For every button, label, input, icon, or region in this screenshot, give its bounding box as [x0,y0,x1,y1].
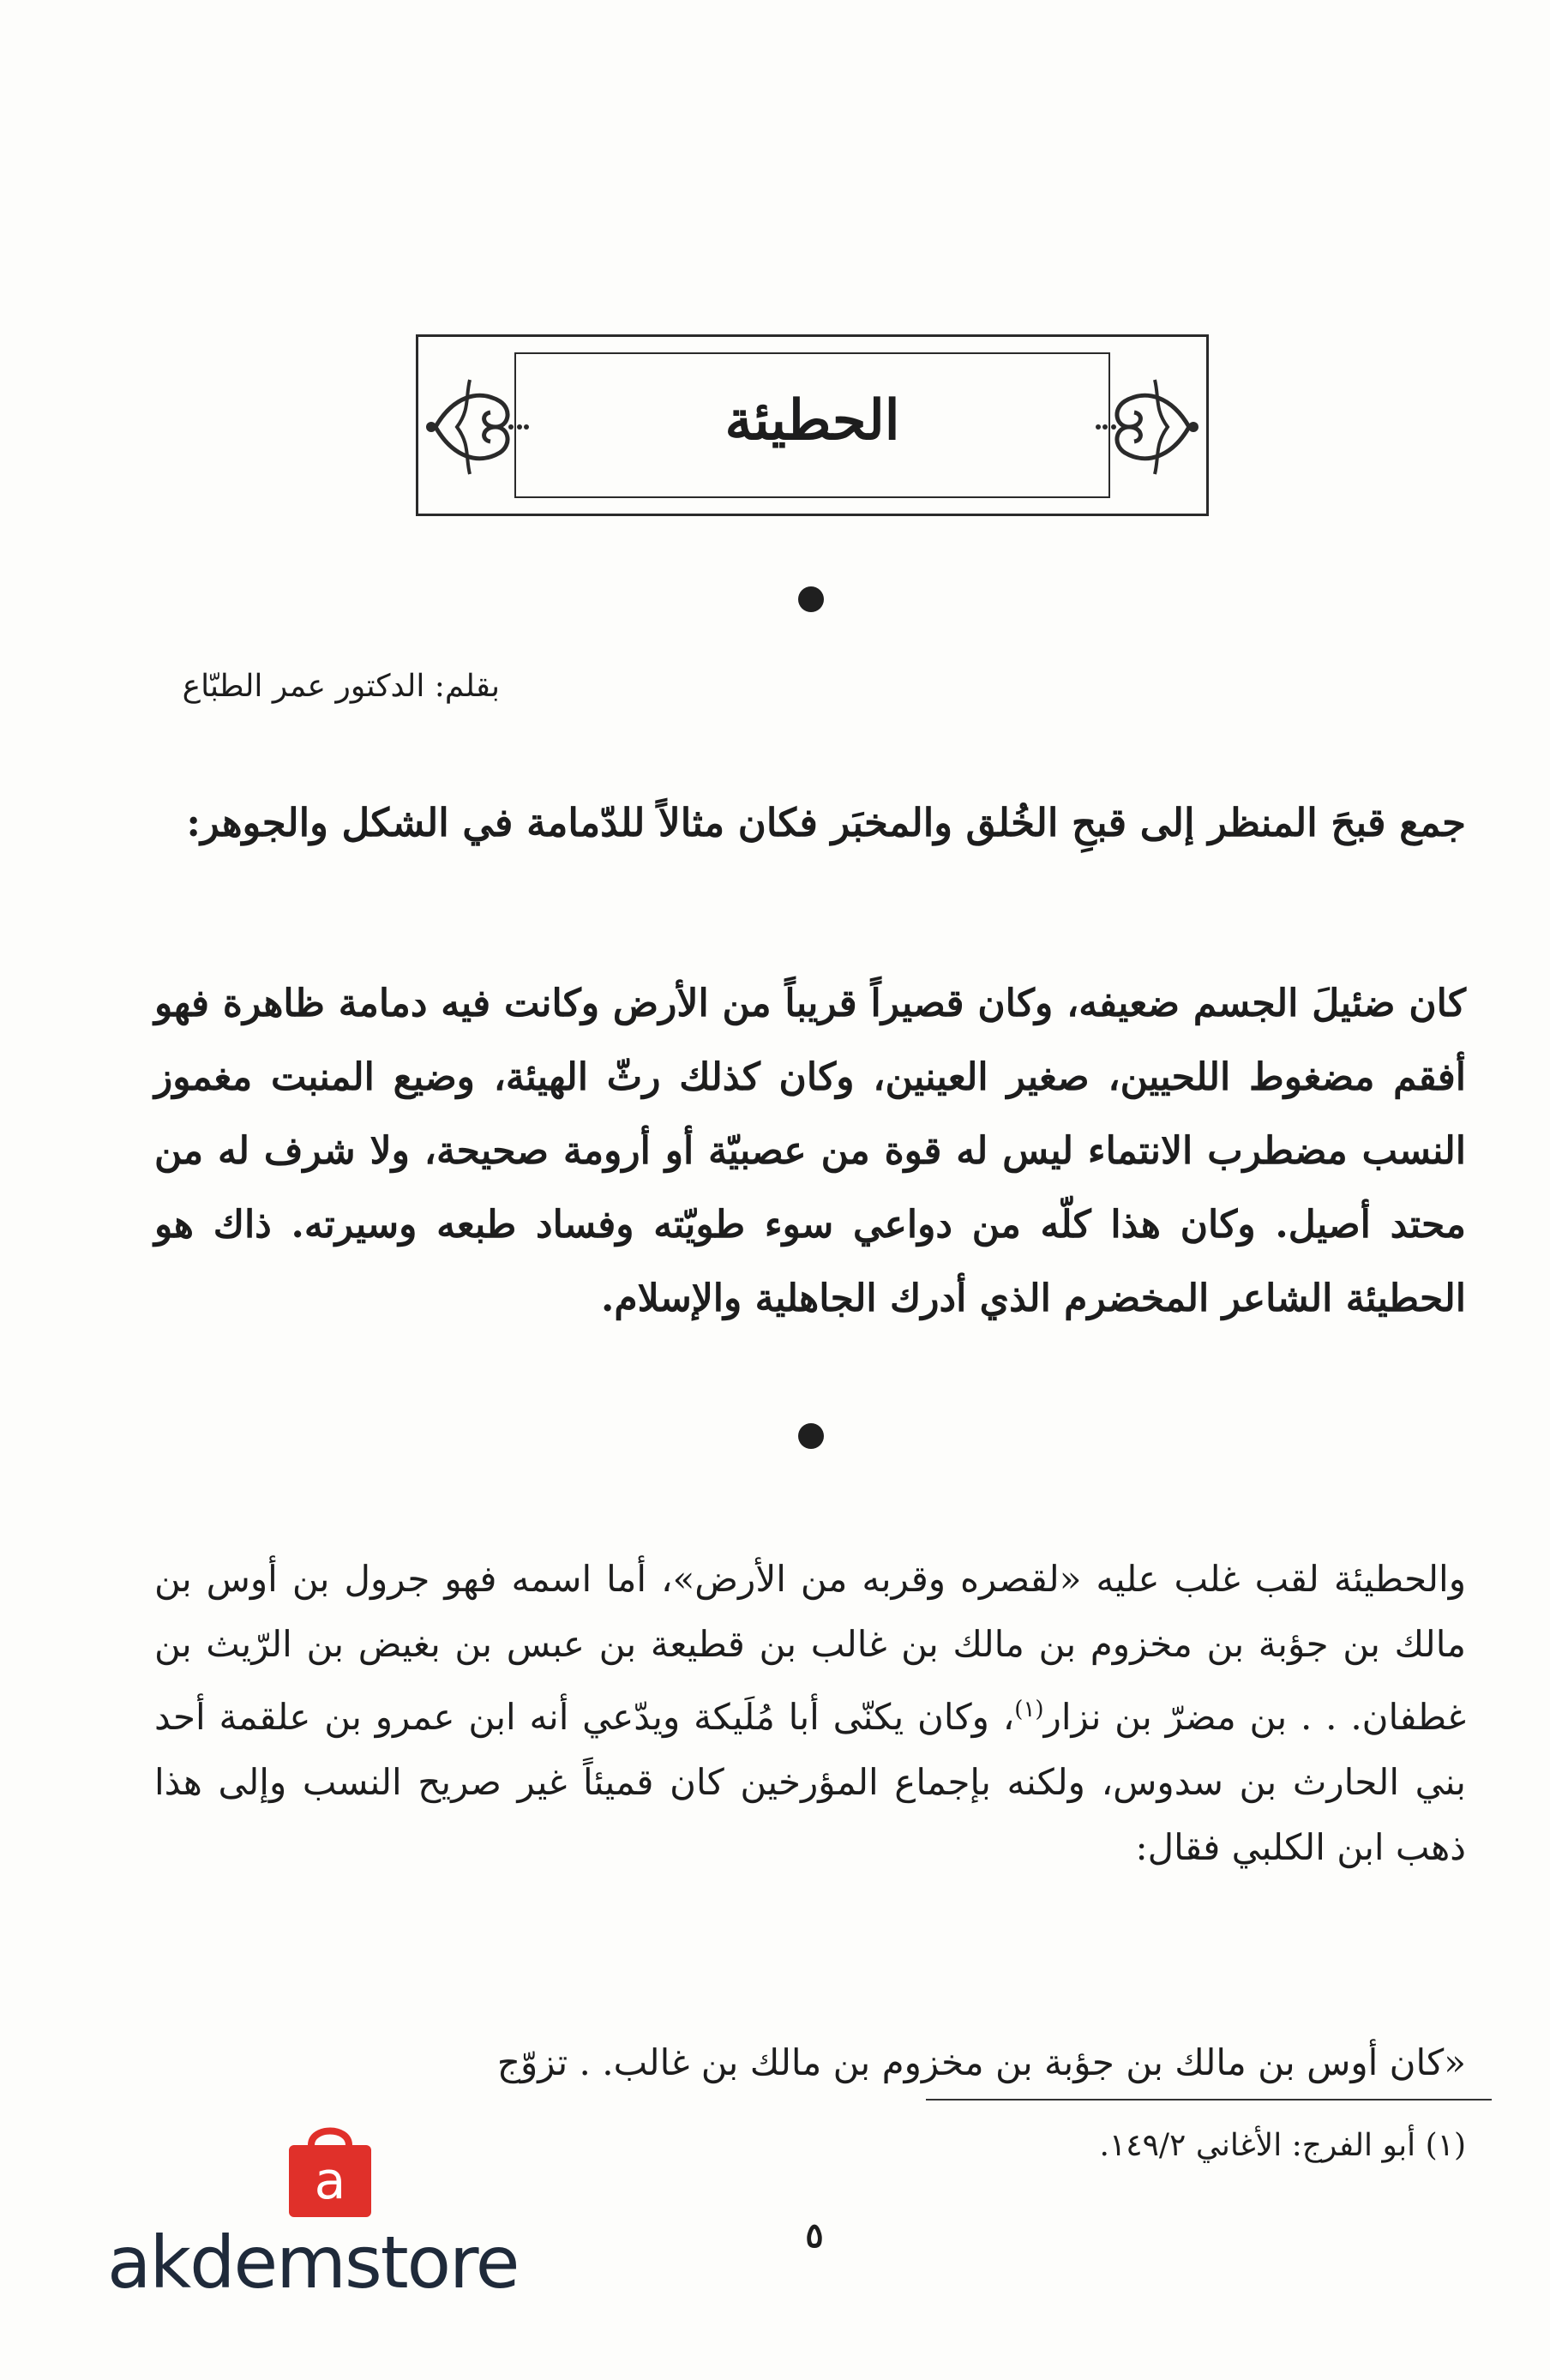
author-line: بقلم: الدكتور عمر الطبّاع [182,669,500,704]
left-ornament-icon [418,363,530,491]
intro-paragraph: جمع قبحَ المنظر إلى قبحِ الخُلق والمخبَر فكان مثالاً للدّمامة في الشكل والجوهر: [186,800,1466,845]
footnote-divider [926,2099,1492,2101]
biography-part-1: والحطيئة لقب غلب عليه «لقصره وقربه من الأرض»، أما اسمه فهو جرول بن أوس بن مالك بن جؤبة بن مخزوم بن مالك بن غالب بن قطيعة بن عبس بن بغيض بن الرّيث بن غطفان. . . بن مضرّ بن نزار [154,1558,1466,1738]
biography-part-2: ، وكان يكنّى أبا مُلَيكة ويدّعي أنه ابن عمرو بن علقمة أحد بني الحارث بن سدوس، ولكنه بإجماع المؤرخين كان قميئاً غير صريح النسب وإلى هذا ذهب ابن الكلبي فقال: [154,1696,1466,1868]
footnote-reference[interactable]: (١) [1014,1697,1044,1722]
title-frame [416,334,1209,516]
biography-paragraph [154,1547,1466,1880]
section-bullet-1 [798,586,824,612]
footnote: (١) أبو الفرج: الأغاني ١٤٩/٢. [1099,2128,1466,2163]
description-paragraph: كان ضئيلَ الجسم ضعيفه، وكان قصيراً قريباً من الأرض وكانت فيه دمامة ظاهرة فهو أفقم مضغوط اللحيين، صغير العينين، وكان كذلك رثّ الهيئة، وضيع المنبت مغموز النسب مضطرب الانتماء ليس له قوة من عصبيّة أو أرومة صحيحة، ولا شرف له من محتد أصيل. وكان هذا كلّه من دواعي سوء طويّته وفساد طبعه وسيرته. ذاك هو الحطيئة الشاعر المخضرم الذي أدرك الجاهلية والإسلام. [154,982,1466,1320]
watermark-brand-text: akdemstore [107,2221,519,2305]
page-number: ٥ [805,2215,824,2256]
watermark-logo [107,2119,570,2305]
chapter-title: الحطيئة [724,388,900,453]
svg-text:a: a [314,2151,346,2211]
store-bag-icon [285,2119,375,2221]
title-inner-frame [514,352,1110,498]
right-ornament-icon [1095,363,1206,491]
section-bullet-2 [798,1423,824,1449]
quote-paragraph: «كان أوس بن مالك بن جؤبة بن مخزوم بن مالك بن غالب. . تزوّج [496,2041,1466,2083]
